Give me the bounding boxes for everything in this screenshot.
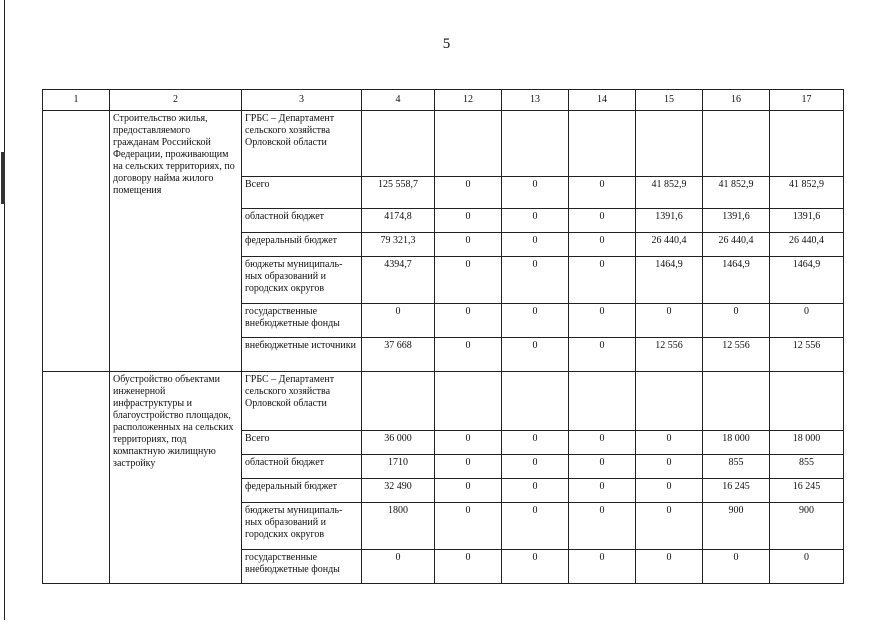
value-cell — [703, 372, 770, 431]
funding-source-cell: государственные внебюджетные фонды — [242, 304, 362, 338]
value-cell: 0 — [435, 209, 502, 233]
value-cell — [362, 111, 435, 177]
header-cell: 15 — [636, 90, 703, 111]
table-row — [43, 111, 844, 177]
value-cell — [569, 111, 636, 177]
value-cell: 41 852,9 — [770, 177, 844, 209]
value-cell: 0 — [502, 550, 569, 584]
value-cell: 32 490 — [362, 479, 435, 503]
value-cell: 4174,8 — [362, 209, 435, 233]
value-cell: 12 556 — [770, 338, 844, 372]
value-cell: 0 — [636, 479, 703, 503]
funding-source-cell: ГРБС – Департамент сельского хозяйства Орловской области — [242, 372, 362, 431]
value-cell: 0 — [636, 431, 703, 455]
value-cell: 36 000 — [362, 431, 435, 455]
row-number-cell — [43, 111, 110, 372]
value-cell: 37 668 — [362, 338, 435, 372]
value-cell — [636, 372, 703, 431]
header-cell: 3 — [242, 90, 362, 111]
value-cell: 0 — [502, 479, 569, 503]
value-cell: 0 — [636, 503, 703, 550]
funding-source-cell: ГРБС – Департамент сельского хозяйства Орловской области — [242, 111, 362, 177]
value-cell: 0 — [569, 177, 636, 209]
value-cell: 0 — [502, 233, 569, 257]
value-cell — [502, 111, 569, 177]
value-cell: 1391,6 — [770, 209, 844, 233]
value-cell: 26 440,4 — [636, 233, 703, 257]
value-cell: 0 — [435, 338, 502, 372]
value-cell: 18 000 — [703, 431, 770, 455]
value-cell: 0 — [569, 233, 636, 257]
value-cell: 12 556 — [636, 338, 703, 372]
value-cell: 0 — [362, 550, 435, 584]
value-cell: 0 — [703, 304, 770, 338]
value-cell: 26 440,4 — [703, 233, 770, 257]
funding-source-cell: внебюджетные источники — [242, 338, 362, 372]
value-cell: 1800 — [362, 503, 435, 550]
value-cell: 0 — [636, 550, 703, 584]
value-cell: 16 245 — [770, 479, 844, 503]
value-cell: 855 — [703, 455, 770, 479]
value-cell: 0 — [502, 338, 569, 372]
value-cell: 26 440,4 — [770, 233, 844, 257]
value-cell: 0 — [435, 304, 502, 338]
value-cell: 1710 — [362, 455, 435, 479]
scan-border-line — [4, 0, 5, 620]
value-cell: 0 — [435, 233, 502, 257]
value-cell: 0 — [435, 479, 502, 503]
value-cell: 0 — [502, 257, 569, 304]
measure-name-cell: Строительство жилья, предоставляемого гражданам Российской Федерации, проживающим на сельских территориях, по договору найма жилого помещения — [110, 111, 242, 372]
value-cell: 0 — [569, 479, 636, 503]
value-cell: 1391,6 — [636, 209, 703, 233]
value-cell: 12 556 — [703, 338, 770, 372]
value-cell: 0 — [569, 304, 636, 338]
budget-table — [42, 89, 844, 584]
funding-source-cell: бюджеты муниципаль-ных образований и городских округов — [242, 257, 362, 304]
funding-source-cell: государственные внебюджетные фонды — [242, 550, 362, 584]
value-cell: 0 — [569, 257, 636, 304]
value-cell: 1464,9 — [636, 257, 703, 304]
value-cell: 0 — [502, 177, 569, 209]
value-cell: 0 — [569, 503, 636, 550]
value-cell — [362, 372, 435, 431]
row-number-cell — [43, 372, 110, 584]
value-cell: 125 558,7 — [362, 177, 435, 209]
value-cell: 900 — [770, 503, 844, 550]
value-cell: 0 — [502, 304, 569, 338]
value-cell — [502, 372, 569, 431]
header-cell: 2 — [110, 90, 242, 111]
value-cell: 16 245 — [703, 479, 770, 503]
value-cell: 855 — [770, 455, 844, 479]
value-cell — [435, 372, 502, 431]
funding-source-cell: Всего — [242, 177, 362, 209]
header-cell: 17 — [770, 90, 844, 111]
value-cell: 0 — [502, 431, 569, 455]
value-cell: 0 — [703, 550, 770, 584]
value-cell: 0 — [569, 431, 636, 455]
value-cell — [435, 111, 502, 177]
value-cell: 0 — [502, 209, 569, 233]
value-cell: 0 — [435, 177, 502, 209]
measure-name-cell: Обустройство объектами инженерной инфраструктуры и благоустройство площадок, расположенных на сельских территориях, под компактную жилищную застройку — [110, 372, 242, 584]
value-cell: 0 — [770, 304, 844, 338]
value-cell: 1464,9 — [770, 257, 844, 304]
value-cell: 0 — [569, 338, 636, 372]
value-cell — [770, 111, 844, 177]
header-cell: 12 — [435, 90, 502, 111]
value-cell: 0 — [502, 503, 569, 550]
value-cell — [569, 372, 636, 431]
funding-source-cell: бюджеты муниципаль-ных образований и городских округов — [242, 503, 362, 550]
funding-source-cell: областной бюджет — [242, 455, 362, 479]
value-cell — [770, 372, 844, 431]
value-cell — [703, 111, 770, 177]
funding-source-cell: федеральный бюджет — [242, 233, 362, 257]
value-cell: 18 000 — [770, 431, 844, 455]
value-cell: 0 — [569, 209, 636, 233]
header-cell: 13 — [502, 90, 569, 111]
value-cell: 79 321,3 — [362, 233, 435, 257]
funding-source-cell: федеральный бюджет — [242, 479, 362, 503]
header-cell: 1 — [43, 90, 110, 111]
funding-source-cell: Всего — [242, 431, 362, 455]
value-cell: 0 — [435, 257, 502, 304]
value-cell: 41 852,9 — [636, 177, 703, 209]
funding-source-cell: областной бюджет — [242, 209, 362, 233]
value-cell: 0 — [435, 455, 502, 479]
value-cell: 0 — [569, 550, 636, 584]
value-cell: 4394,7 — [362, 257, 435, 304]
table-header-row — [43, 90, 844, 111]
value-cell: 0 — [636, 455, 703, 479]
table-row — [43, 372, 844, 431]
value-cell: 0 — [636, 304, 703, 338]
scan-artifact — [1, 152, 5, 204]
value-cell: 0 — [435, 431, 502, 455]
value-cell: 0 — [435, 550, 502, 584]
header-cell: 14 — [569, 90, 636, 111]
value-cell: 900 — [703, 503, 770, 550]
value-cell: 0 — [569, 455, 636, 479]
value-cell: 0 — [362, 304, 435, 338]
value-cell: 0 — [770, 550, 844, 584]
value-cell: 41 852,9 — [703, 177, 770, 209]
value-cell — [636, 111, 703, 177]
value-cell: 0 — [435, 503, 502, 550]
page-number: 5 — [442, 36, 451, 52]
value-cell: 0 — [502, 455, 569, 479]
header-cell: 4 — [362, 90, 435, 111]
value-cell: 1391,6 — [703, 209, 770, 233]
header-cell: 16 — [703, 90, 770, 111]
value-cell: 1464,9 — [703, 257, 770, 304]
